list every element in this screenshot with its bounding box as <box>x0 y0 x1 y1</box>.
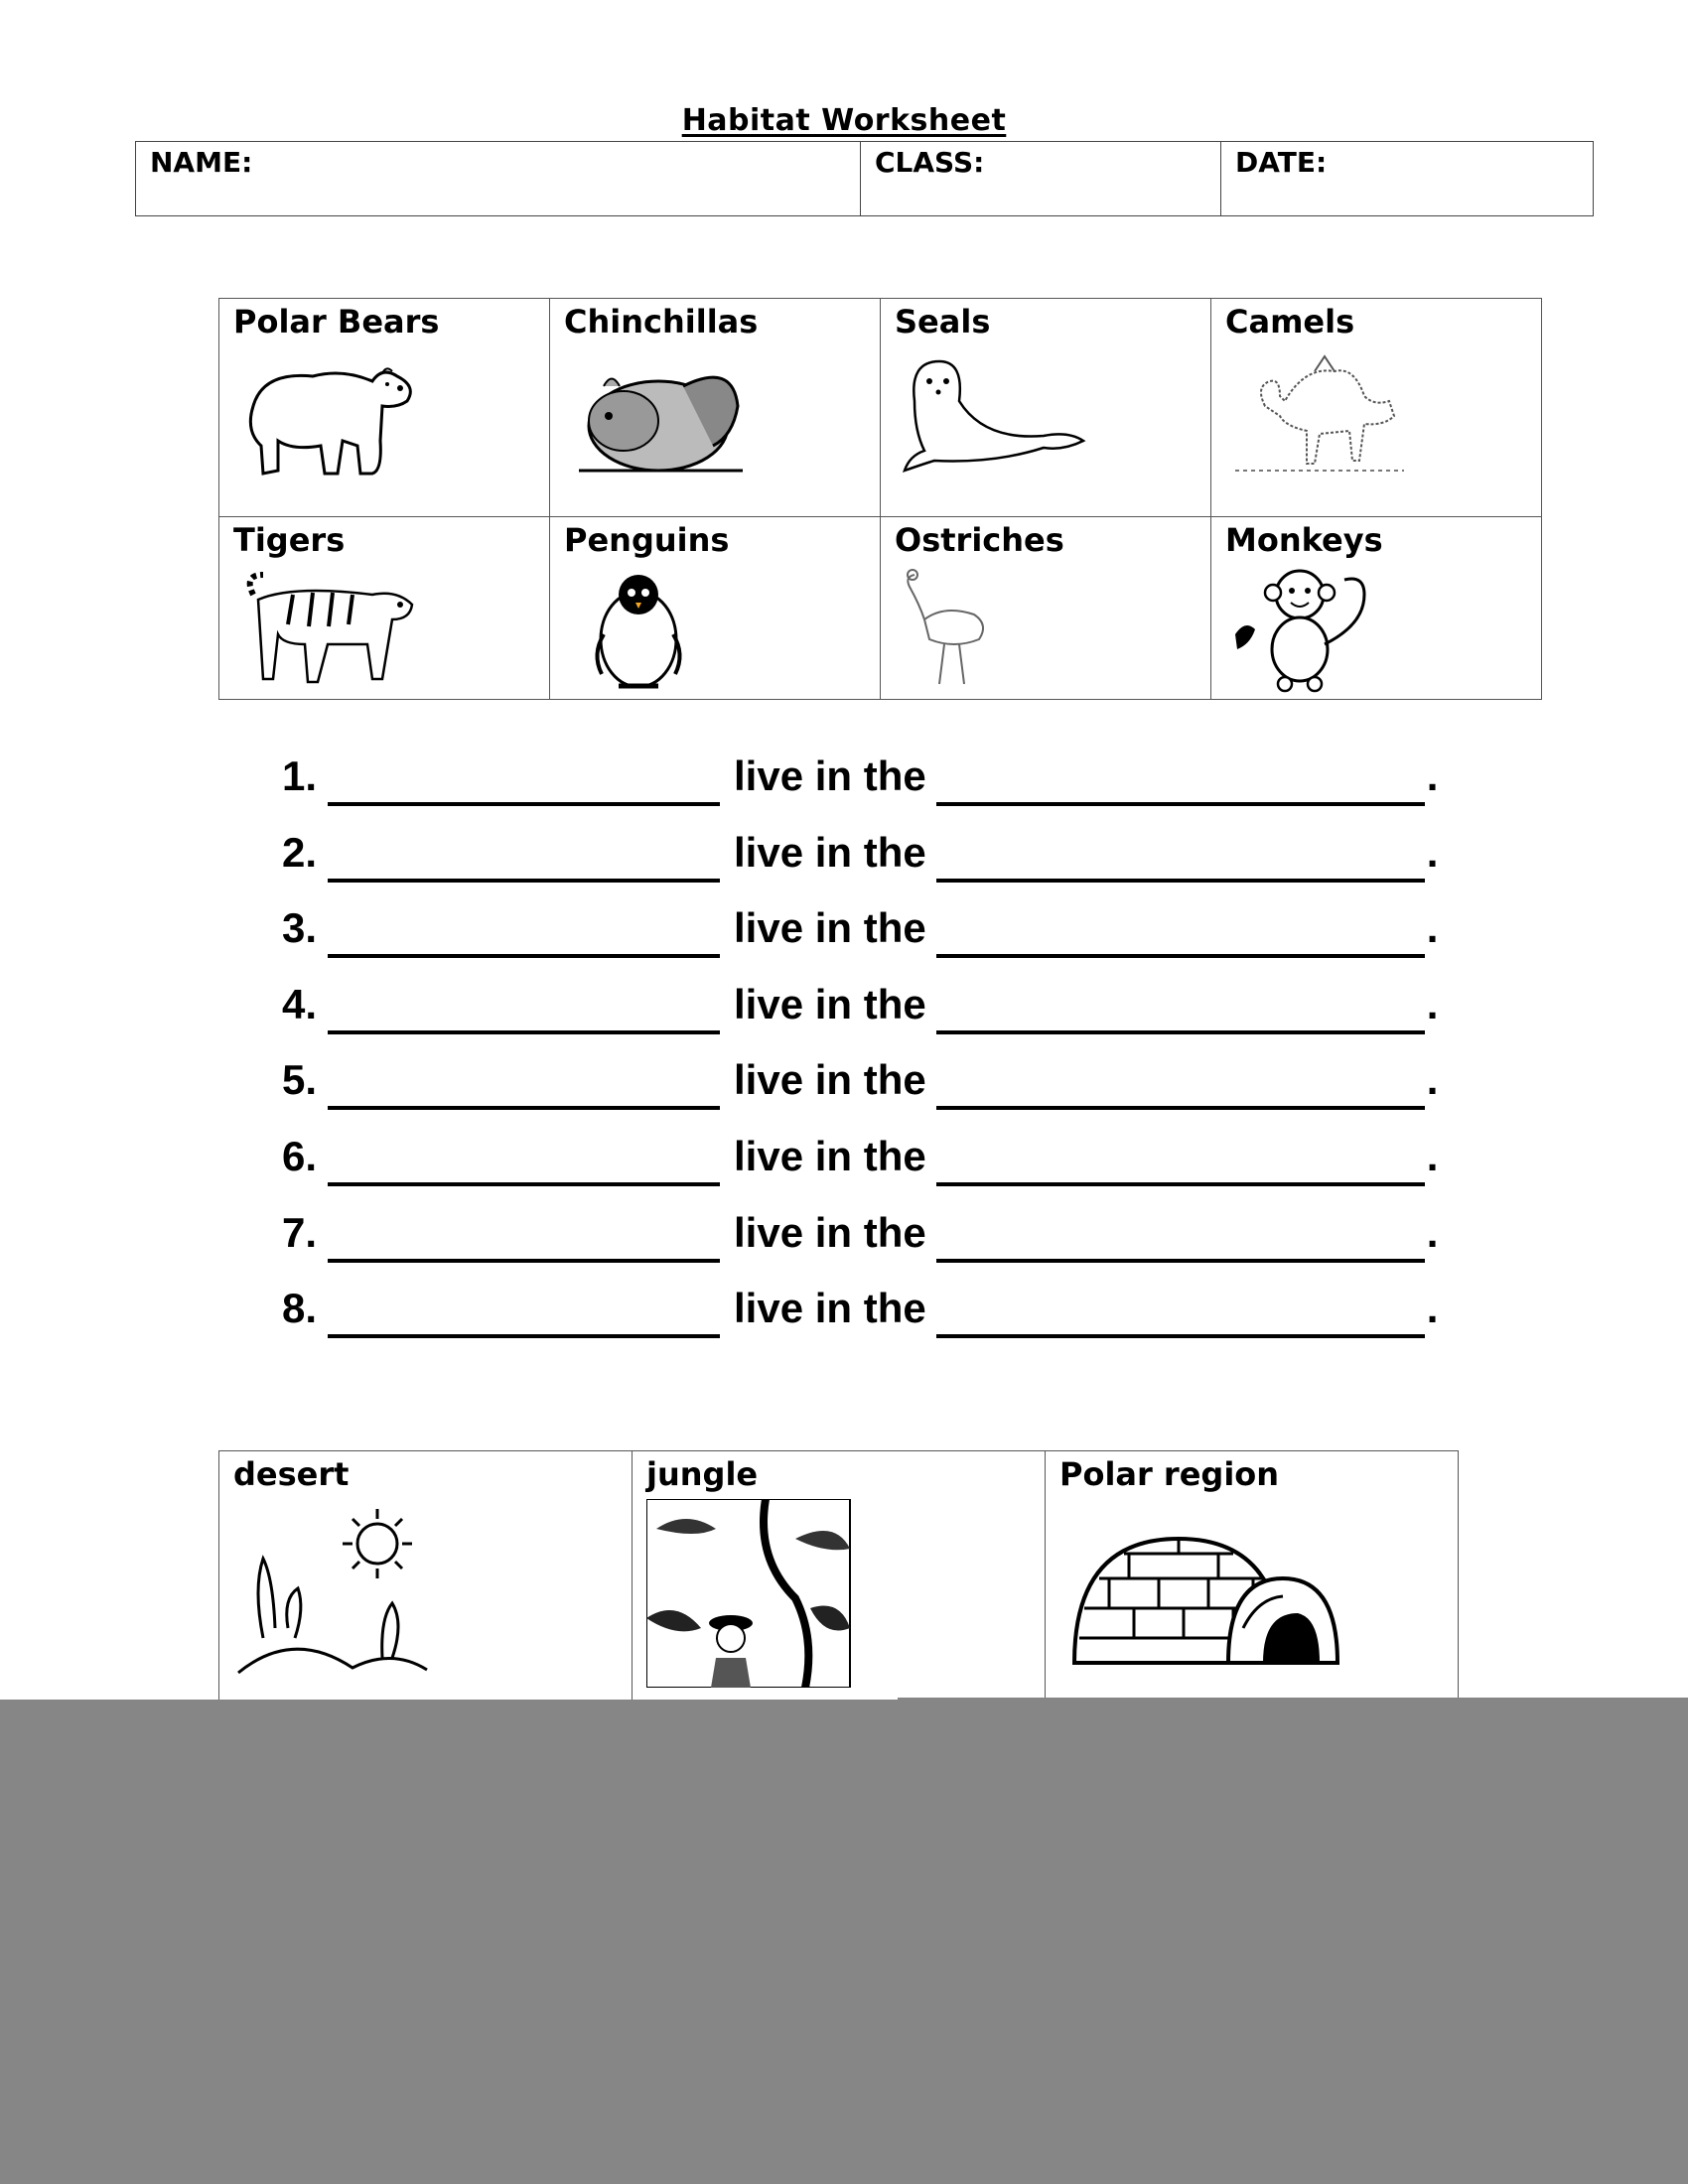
seal-icon <box>895 346 1093 485</box>
animal-label: Monkeys <box>1225 521 1383 559</box>
penguin-icon <box>564 565 753 694</box>
animal-label: Tigers <box>233 521 346 559</box>
animal-label: Seals <box>895 303 991 341</box>
animal-blank[interactable] <box>328 1285 720 1338</box>
sentence-number: 6. <box>282 1132 318 1179</box>
habitat-blank[interactable] <box>936 1285 1425 1338</box>
animal-cell-polar-bears <box>219 299 550 517</box>
sentence-period: . <box>1426 828 1439 876</box>
animal-label: Polar Bears <box>233 303 440 341</box>
habitat-blank[interactable] <box>936 1133 1425 1186</box>
sentence-row <box>282 981 1493 1057</box>
jungle-explorer-icon <box>646 1499 855 1688</box>
habitat-label: desert <box>233 1455 350 1493</box>
sentence-text: live in the <box>734 752 926 799</box>
sentence-number: 3. <box>282 904 318 952</box>
sentence-row <box>282 1285 1493 1361</box>
sentence-number: 7. <box>282 1208 318 1256</box>
sentence-number: 5. <box>282 1056 318 1104</box>
animal-blank[interactable] <box>328 1209 720 1263</box>
sentence-text: live in the <box>734 1208 926 1256</box>
animal-cell-chinchillas <box>550 299 881 517</box>
habitat-cell-polar-region <box>1046 1451 1459 1709</box>
animal-label: Ostriches <box>895 521 1064 559</box>
date-label: DATE: <box>1235 146 1328 179</box>
sentence-text: live in the <box>734 1056 926 1104</box>
sentence-period: . <box>1426 1285 1439 1332</box>
sentence-row <box>282 829 1493 905</box>
animal-cell-monkeys <box>1211 517 1542 700</box>
sentence-number: 8. <box>282 1285 318 1332</box>
sentence-period: . <box>1426 980 1439 1027</box>
student-info-table <box>135 141 1594 216</box>
habitat-label: jungle <box>646 1455 759 1493</box>
habitat-blank[interactable] <box>936 1056 1425 1110</box>
sentence-period: . <box>1426 752 1439 799</box>
class-label: CLASS: <box>875 146 985 179</box>
sentence-row <box>282 1209 1493 1286</box>
sentence-period: . <box>1426 904 1439 952</box>
habitat-blank[interactable] <box>936 904 1425 958</box>
worksheet-title <box>0 103 1688 138</box>
habitat-blank[interactable] <box>936 829 1425 883</box>
tiger-icon <box>233 565 422 694</box>
animal-blank[interactable] <box>328 1056 720 1110</box>
sentence-text: live in the <box>734 904 926 952</box>
sentence-period: . <box>1426 1208 1439 1256</box>
name-label: NAME: <box>150 146 253 179</box>
animal-cell-seals <box>881 299 1211 517</box>
animal-cell-camels <box>1211 299 1542 517</box>
worksheet-title-text: Habitat Worksheet <box>681 103 1007 138</box>
habitat-blank[interactable] <box>936 981 1425 1034</box>
animal-blank[interactable] <box>328 981 720 1034</box>
habitat-label: Polar region <box>1059 1455 1280 1493</box>
animal-blank[interactable] <box>328 752 720 806</box>
monkey-icon <box>1225 565 1414 694</box>
desert-cactus-sun-icon <box>233 1499 432 1688</box>
polar-bear-icon <box>233 346 422 485</box>
animal-label: Chinchillas <box>564 303 759 341</box>
fill-in-sentences <box>282 752 1493 1361</box>
sentence-number: 4. <box>282 980 318 1027</box>
habitat-cell-desert <box>219 1451 633 1709</box>
sentence-number: 2. <box>282 828 318 876</box>
habitats-table <box>218 1450 1459 1709</box>
camel-icon <box>1225 346 1414 485</box>
habitat-blank[interactable] <box>936 1209 1425 1263</box>
sentence-text: live in the <box>734 980 926 1027</box>
animal-blank[interactable] <box>328 1133 720 1186</box>
animal-label: Penguins <box>564 521 730 559</box>
chinchilla-icon <box>564 346 753 485</box>
ostrich-icon <box>895 565 1083 694</box>
sentence-row <box>282 1133 1493 1209</box>
name-field[interactable] <box>136 142 861 216</box>
animal-label: Camels <box>1225 303 1355 341</box>
animal-cell-tigers <box>219 517 550 700</box>
habitat-blank[interactable] <box>936 752 1425 806</box>
sentence-period: . <box>1426 1056 1439 1104</box>
sentence-row <box>282 1056 1493 1133</box>
sentence-period: . <box>1426 1132 1439 1179</box>
sentence-row <box>282 904 1493 981</box>
habitat-cell-jungle <box>633 1451 1046 1709</box>
sentence-text: live in the <box>734 1132 926 1179</box>
animal-blank[interactable] <box>328 829 720 883</box>
sentence-text: live in the <box>734 828 926 876</box>
animal-blank[interactable] <box>328 904 720 958</box>
animal-cell-penguins <box>550 517 881 700</box>
sentence-row <box>282 752 1493 829</box>
gray-overlay <box>0 1706 1688 2184</box>
sentence-text: live in the <box>734 1285 926 1332</box>
animal-cell-ostriches <box>881 517 1211 700</box>
sentence-number: 1. <box>282 752 318 799</box>
date-field[interactable] <box>1221 142 1594 216</box>
igloo-icon <box>1059 1499 1357 1688</box>
class-field[interactable] <box>861 142 1221 216</box>
animals-table <box>218 298 1542 700</box>
